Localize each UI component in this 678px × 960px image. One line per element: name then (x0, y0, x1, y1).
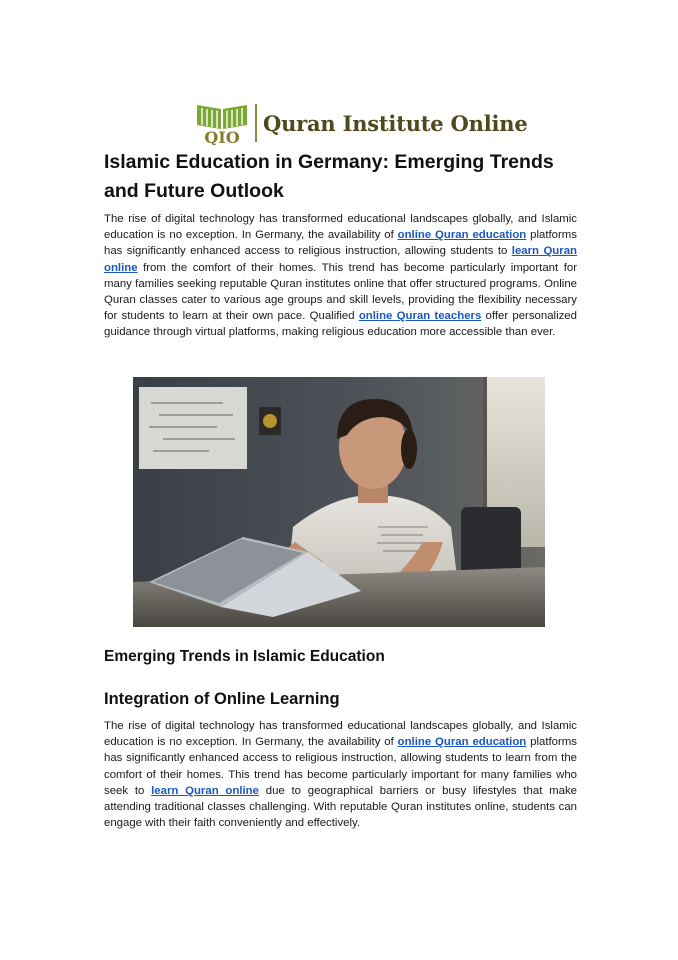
online-quran-education-link-2[interactable]: online Quran education (397, 736, 527, 749)
subsection-heading: Integration of Online Learning (104, 690, 340, 708)
section-text-3: due to geographical barriers or busy lifestyles that make attending traditional classes challenging. With reputable Quran institutes online, students can engage with their faith conveniently and effectively. (104, 784, 577, 830)
section-paragraph (104, 718, 577, 831)
section-text-2: platforms has significantly enhanced access to religious instruction, allowing students to learn from the comfort of their homes. This trend has become particularly important for many families who seek to (104, 736, 577, 797)
section-heading: Emerging Trends in Islamic Education (104, 648, 385, 665)
intro-text-3: from the comfort of their homes. This trend has become particularly important for many families seeking reputable Quran institutes online that offer structured programs. Online Quran classes cater to various age groups and skill levels, providing the flexibility necessary for students to learn at their own pace. Qualified (104, 261, 577, 323)
online-quran-teachers-link[interactable]: online Quran teachers (358, 310, 482, 323)
logo-name: Quran Institute Online (263, 110, 528, 136)
online-quran-education-link[interactable]: online Quran education (397, 229, 527, 242)
svg-text:QIO: QIO (204, 128, 240, 145)
learn-quran-online-link-2[interactable]: learn Quran online (151, 784, 259, 797)
intro-text-2: platforms has significantly enhanced access to religious instruction, allowing students to (104, 229, 577, 258)
open-book-logo-icon (193, 101, 251, 145)
section-text-1: The rise of digital technology has transformed educational landscapes globally, and Islamic education is no exception. In Germany, the availability of (104, 720, 577, 749)
intro-text-1: The rise of digital technology has transformed educational landscapes globally, and Islamic education is no exception. In Germany, the availability of (104, 213, 577, 242)
logo-divider (255, 104, 257, 142)
intro-text-4: offer personalized guidance through virtual platforms, making religious education more accessible than ever. (104, 310, 577, 339)
student-laptop-photo (133, 377, 545, 627)
intro-paragraph (104, 211, 577, 341)
page-title: Islamic Education in Germany: Emerging Trends and Future Outlook (104, 151, 554, 202)
learn-quran-online-link[interactable]: learn Quran online (104, 245, 577, 274)
site-logo[interactable] (193, 101, 528, 145)
